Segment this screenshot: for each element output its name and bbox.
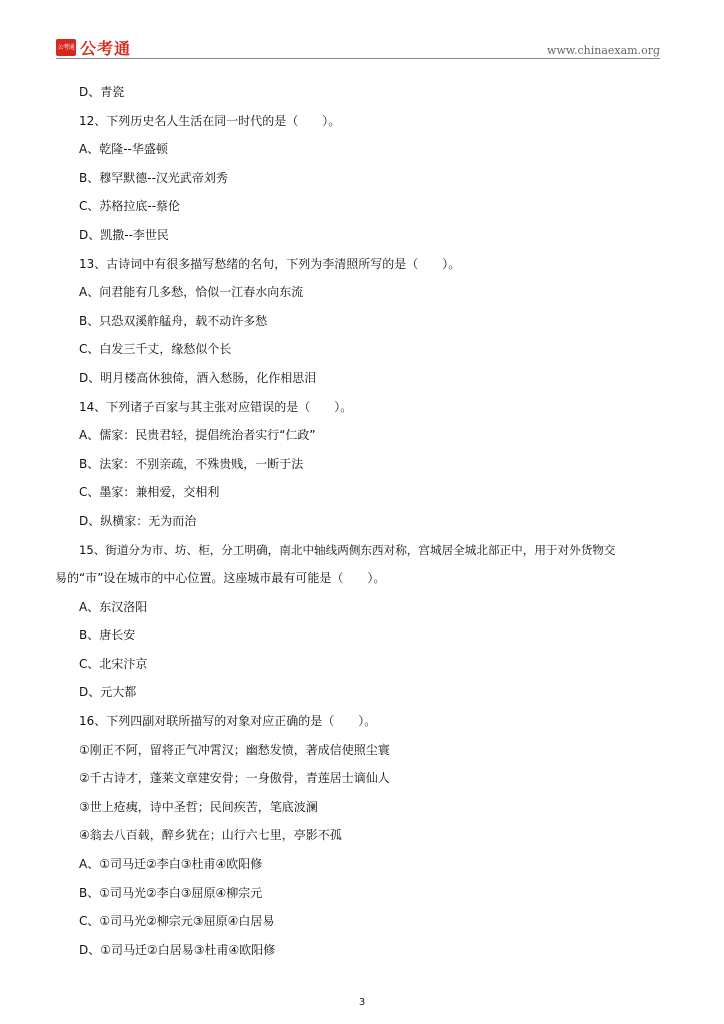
option-line: D、青瓷 [79, 85, 125, 99]
option-line: B、只恐双溪舴艋舟，载不动许多愁 [79, 313, 268, 328]
option-line: C、苏格拉底--蔡伦 [79, 199, 181, 214]
option-line: C、北宋汴京 [79, 656, 148, 671]
question-line: 16、下列四副对联所描写的对象对应正确的是（ ）。 [79, 714, 377, 729]
couplet-line: ①刚正不阿，留将正气冲霄汉；幽愁发愤，著成信使照尘寰 [79, 742, 390, 757]
option-line: A、东汉洛阳 [79, 599, 148, 614]
logo-icon: 公考通 [56, 39, 76, 56]
logo-text: 公考通 [80, 39, 132, 58]
option-line: B、穆罕默德--汉光武帝刘秀 [79, 170, 228, 185]
document-body [55, 78, 669, 964]
option-line: D、纵横家：无为而治 [79, 513, 197, 528]
site-url: www.chinaexam.org [547, 44, 660, 57]
header-divider [56, 58, 660, 59]
option-line: A、乾隆--华盛顿 [79, 142, 168, 157]
option-line: D、元大都 [79, 685, 137, 700]
option-line: C、①司马光②柳宗元③屈原④白居易 [79, 914, 275, 929]
option-line: D、明月楼高休独倚，酒入愁肠，化作相思泪 [79, 370, 317, 385]
logo [56, 36, 131, 59]
question-line: 13、古诗词中有很多描写愁绪的名句，下列为李清照所写的是（ ）。 [79, 256, 461, 271]
option-line: B、①司马光②李白③屈原④柳宗元 [79, 885, 263, 900]
couplet-line: ②千古诗才，蓬莱文章建安骨；一身傲骨，青莲居士谪仙人 [79, 771, 390, 786]
option-line: C、白发三千丈，缘愁似个长 [79, 342, 232, 357]
option-line: B、法家：不别亲疏，不殊贵贱，一断于法 [79, 456, 304, 471]
couplet-line: ④翁去八百载，醉乡犹在；山行六七里，亭影不孤 [79, 828, 342, 843]
option-line: A、儒家：民贵君轻，提倡统治者实行“仁政” [79, 428, 316, 443]
option-line: D、①司马迁②白居易③杜甫④欧阳修 [79, 942, 276, 957]
couplet-line: ③世上疮痍，诗中圣哲；民间疾苦，笔底波澜 [79, 799, 318, 814]
question-line: 14、下列诸子百家与其主张对应错误的是（ ）。 [79, 399, 353, 414]
question-line-continued: 易的“市”设在城市的中心位置。这座城市最有可能是（ ）。 [55, 571, 386, 586]
option-line: D、凯撒--李世民 [79, 227, 169, 242]
option-line: C、墨家：兼相爱，交相利 [79, 485, 220, 500]
option-line: B、唐长安 [79, 628, 136, 643]
option-line: A、问君能有几多愁，恰似一江春水向东流 [79, 285, 304, 300]
page-number: 3 [358, 997, 366, 1008]
question-line: 12、下列历史名人生活在同一时代的是（ ）。 [79, 113, 341, 128]
question-line: 15、街道分为市、坊、柜，分工明确，南北中轴线两侧东西对称，宫城居全城北部正中，用于对外货物交 [79, 542, 616, 557]
option-line: A、①司马迁②李白③杜甫④欧阳修 [79, 857, 263, 872]
page-header [0, 0, 724, 60]
